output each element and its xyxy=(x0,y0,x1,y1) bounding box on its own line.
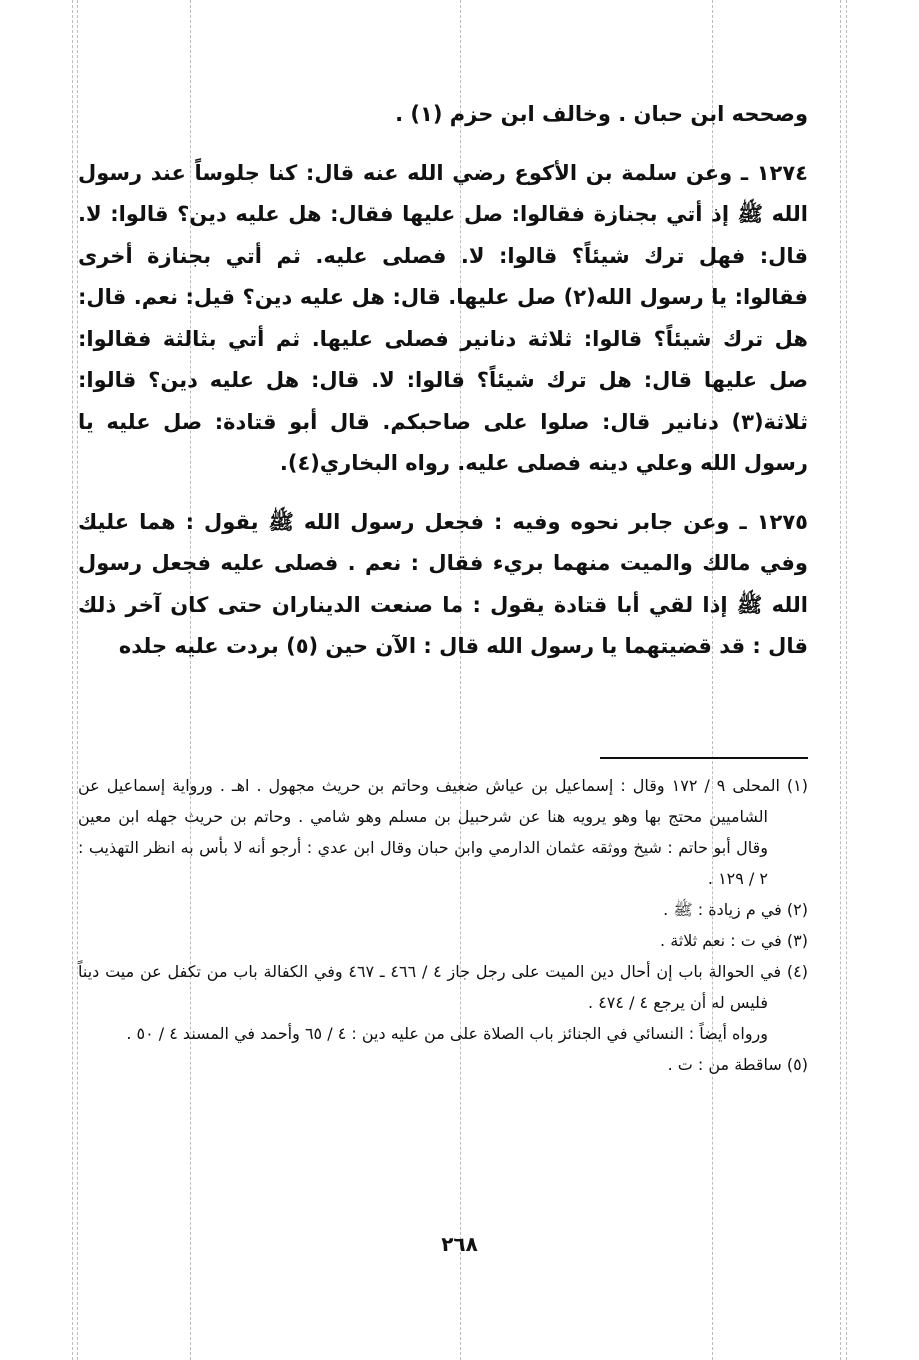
footnote-separator xyxy=(600,757,808,759)
scan-guide-line xyxy=(846,0,847,1360)
footnote-3: (٣) في ت : نعم ثلاثة . xyxy=(660,931,808,950)
footnote-4: (٤) في الحوالة باب إن أحال دين الميت على رجل جاز ٤ / ٤٦٦ ـ ٤٦٧ وفي الكفالة باب من تكفل عن ميت ديناً فليس له أن يرجع ٤ / ٤٧٤ . xyxy=(78,962,809,1012)
scan-guide-line xyxy=(72,0,73,1360)
scan-guide-line xyxy=(840,0,841,1360)
footnote-2: (٢) في م زيادة : ﷺ . xyxy=(663,900,808,919)
footnote-4-continued: ورواه أيضاً : النسائي في الجنائز باب الصلاة على من عليه دين : ٤ / ٦٥ وأحمد في المسند ٤ / ٥٠ . xyxy=(126,1024,768,1043)
footnotes xyxy=(78,770,808,1080)
hadith-1274: ١٢٧٤ ـ وعن سلمة بن الأكوع رضي الله عنه قال: كنا جلوساً عند رسول الله ﷺ إذ أتي بجنازة فقالوا: صل عليها فقال: هل عليه دين؟ قالوا: لا. قال: فهل ترك شيئاً؟ قالوا: لا. فصلى عليه. ثم أتي بجنازة أخرى فقالوا: يا رسول الله(٢) صل عليها. قال: هل عليه دين؟ قيل: نعم. قال: هل ترك شيئاً؟ قالوا: ثلاثة دنانير فصلى عليها. ثم أتي بثالثة فقالوا: صل عليها قال: هل ترك شيئاً؟ قالوا: لا. قال: هل عليه دين؟ قالوا: ثلاثة(٣) دنانير قال: صلوا على صاحبكم. قال أبو قتادة: صل عليه يا رسول الله وعلي دينه فصلى عليه. رواه البخاري(٤). xyxy=(78,160,808,475)
page-number: ٢٦٨ xyxy=(441,1232,478,1256)
footnote-1: (١) المحلى ٩ / ١٧٢ وقال : إسماعيل بن عياش ضعيف وحاتم بن حريث مجهول . اهـ . ورواية إسماعيل عن الشاميين محتج بها وهو يرويه هنا عن شرحبيل بن مسلم وهو شامي . وحاتم بن حريث جهله ابن معين وقال أبو حاتم : شيخ ووثقه عثمان الدارمي وابن حبان وقال ابن عدي : أرجو أنه لا بأس به انظر التهذيب : ٢ / ١٢٩ . xyxy=(78,776,808,888)
hadith-1275: ١٢٧٥ ـ وعن جابر نحوه وفيه : فجعل رسول الله ﷺ يقول : هما عليك وفي مالك والميت منهما بريء فقال : نعم . فصلى عليه فجعل رسول الله ﷺ إذا لقي أبا قتادة يقول : ما صنعت الديناران حتى كان آخر ذلك قال : قد قضيتهما يا رسول الله قال : الآن حين (٥) بردت عليه جلده xyxy=(78,509,808,658)
opening-line: وصححه ابن حبان . وخالف ابن حزم (١) . xyxy=(395,102,808,126)
main-text xyxy=(78,94,808,668)
footnote-5: (٥) ساقطة من : ت . xyxy=(667,1055,808,1074)
